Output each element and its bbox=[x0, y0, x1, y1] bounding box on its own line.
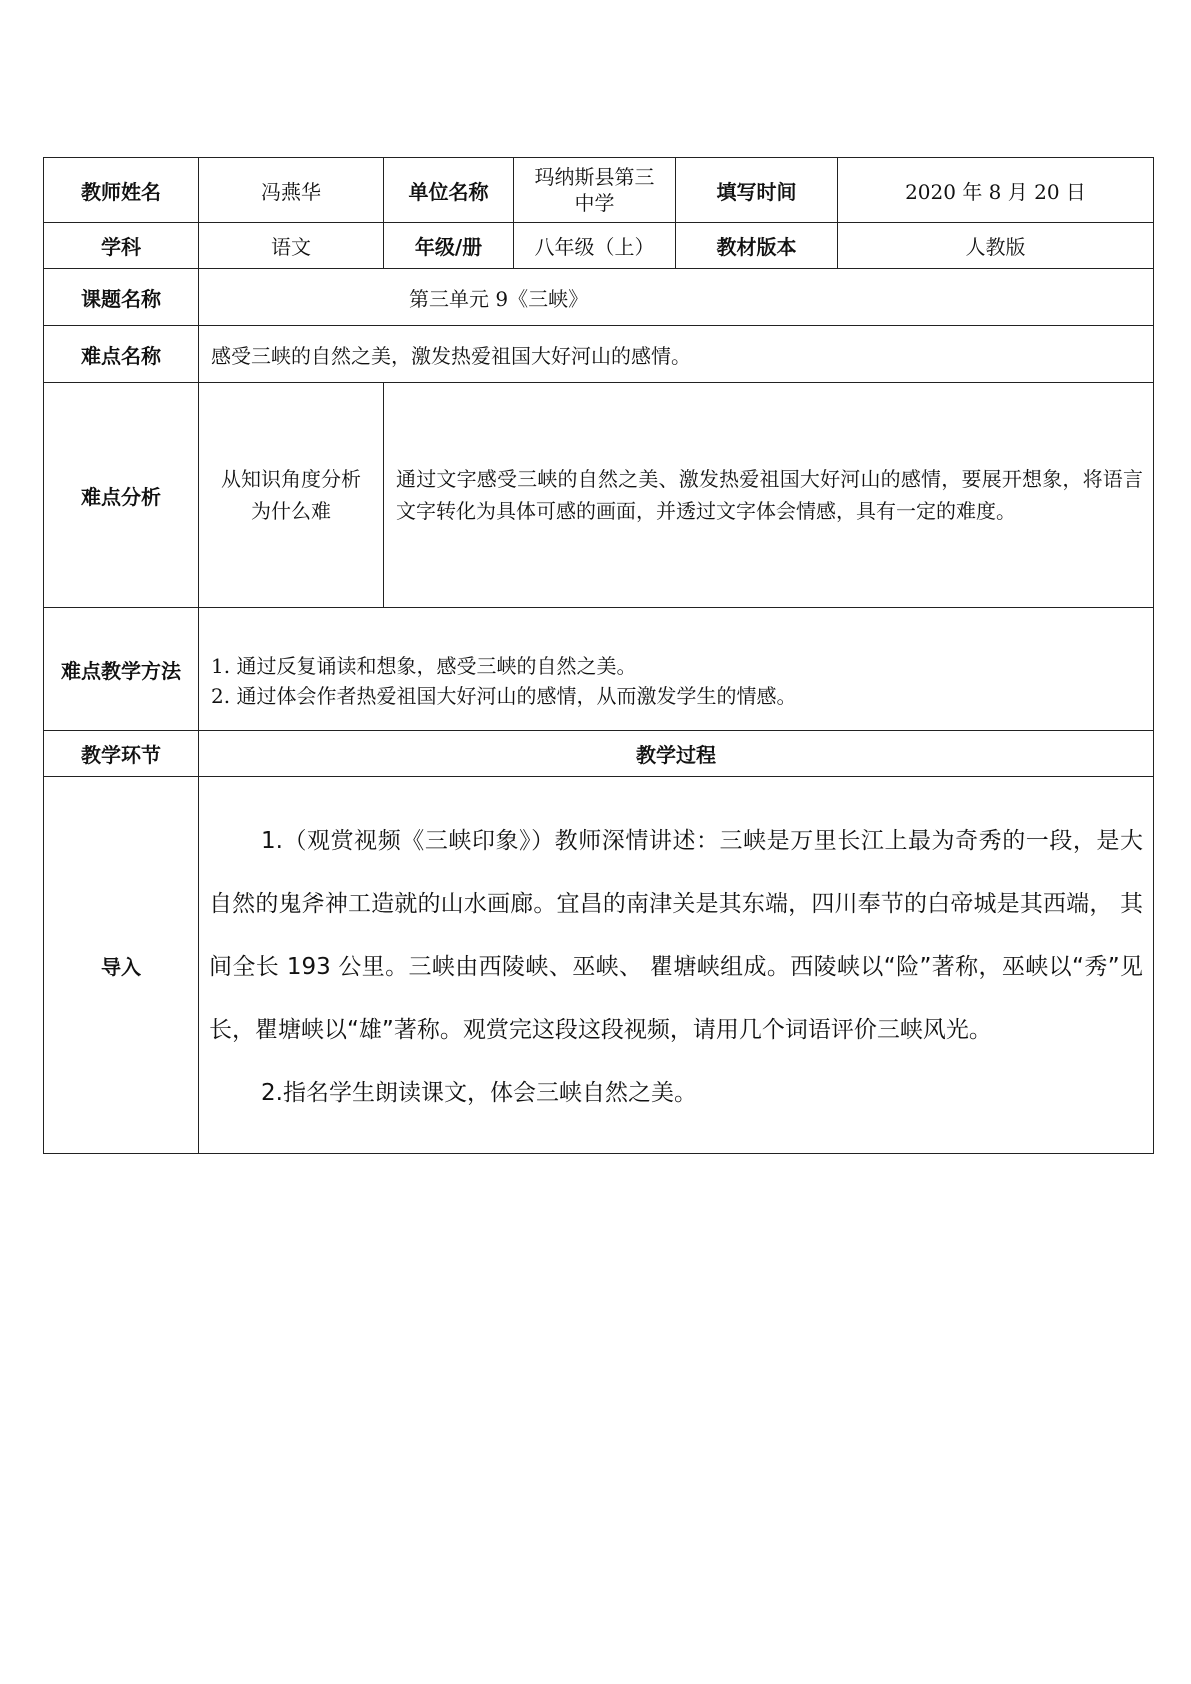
intro-paragraph: 1.（观赏视频《三峡印象》）教师深情讲述：三峡是万里长江上最为奇秀的一段，是大自然的鬼斧神工造就的山水画廊。宜昌的南津关是其东端，四川奉节的白帝城是其西端， 其间全长 193 公里。三峡由西陵峡、巫峡、 瞿塘峡组成。西陵峡以“险”著称，巫峡以“秀”见长，瞿塘峡以“雄”著称。观赏完这段这段视频，请用几个词语评价三峡风光。 bbox=[209, 827, 1143, 1043]
analysis-sub-label: 从知识角度分析为什么难 bbox=[199, 383, 384, 608]
intro-paragraph: 2.指名学生朗读课文，体会三峡自然之美。 bbox=[261, 1079, 697, 1106]
lesson-design-table bbox=[43, 157, 1154, 1154]
unit-name-value: 玛纳斯县第三中学 bbox=[514, 158, 676, 223]
method-item: 1. 通过反复诵读和想象，感受三峡的自然之美。 bbox=[211, 654, 637, 678]
intro-row bbox=[44, 777, 1154, 1154]
analysis-text: 通过文字感受三峡的自然之美、激发热爱祖国大好河山的感情，要展开想象，将语言文字转化为具体可感的画面，并透过文字体会情感，具有一定的难度。 bbox=[384, 383, 1154, 608]
methods-label: 难点教学方法 bbox=[44, 608, 199, 731]
analysis-label: 难点分析 bbox=[44, 383, 199, 608]
stage-header-label: 教学环节 bbox=[44, 731, 199, 777]
topic-value: 第三单元 9《三峡》 bbox=[199, 269, 1154, 326]
unit-name-label: 单位名称 bbox=[384, 158, 514, 223]
intro-label: 导入 bbox=[44, 777, 199, 1154]
methods-list bbox=[199, 608, 1154, 731]
subject-value: 语文 bbox=[199, 223, 384, 269]
difficulty-row bbox=[44, 326, 1154, 383]
topic-row bbox=[44, 269, 1154, 326]
edition-value: 人教版 bbox=[838, 223, 1154, 269]
method-item: 2. 通过体会作者热爱祖国大好河山的感情，从而激发学生的情感。 bbox=[211, 684, 797, 708]
process-header-label: 教学过程 bbox=[199, 731, 1154, 777]
analysis-row bbox=[44, 383, 1154, 608]
topic-label: 课题名称 bbox=[44, 269, 199, 326]
process-header-row bbox=[44, 731, 1154, 777]
grade-value: 八年级（上） bbox=[514, 223, 676, 269]
grade-label: 年级/册 bbox=[384, 223, 514, 269]
fill-time-value: 2020 年 8 月 20 日 bbox=[838, 158, 1154, 223]
intro-content bbox=[199, 777, 1154, 1154]
difficulty-label: 难点名称 bbox=[44, 326, 199, 383]
header-row-2 bbox=[44, 223, 1154, 269]
fill-time-label: 填写时间 bbox=[676, 158, 838, 223]
difficulty-value: 感受三峡的自然之美，激发热爱祖国大好河山的感情。 bbox=[199, 326, 1154, 383]
teacher-name-label: 教师姓名 bbox=[44, 158, 199, 223]
subject-label: 学科 bbox=[44, 223, 199, 269]
header-row-1 bbox=[44, 158, 1154, 223]
edition-label: 教材版本 bbox=[676, 223, 838, 269]
methods-row bbox=[44, 608, 1154, 731]
teacher-name-value: 冯燕华 bbox=[199, 158, 384, 223]
